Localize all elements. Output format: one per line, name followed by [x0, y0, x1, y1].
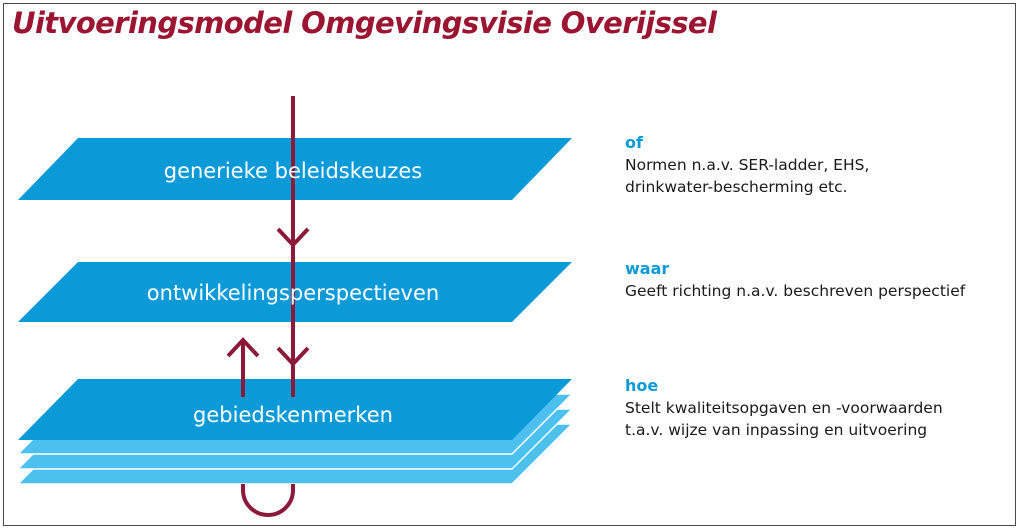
loop-arrow	[243, 484, 293, 515]
diagram-title: Uitvoeringsmodel Omgevingsvisie Overijssel	[12, 6, 717, 40]
description-hoe	[625, 375, 943, 441]
plane-label-gebiedskenmerken: gebiedskenmerken	[193, 403, 393, 427]
description-line: Geeft richting n.a.v. beschreven perspectief	[625, 282, 966, 300]
description-line: Normen n.a.v. SER-ladder, EHS,	[625, 156, 870, 174]
description-line: Stelt kwaliteitsopgaven en -voorwaarden	[625, 399, 943, 417]
plane-label-ontwikkelingsperspectieven: ontwikkelingsperspectieven	[146, 281, 440, 305]
description-waar	[625, 258, 965, 302]
description-of	[625, 132, 869, 198]
description-line: drinkwater-bescherming etc.	[625, 178, 848, 196]
plane-label-generieke-beleidskeuzes: generieke beleidskeuzes	[163, 159, 423, 183]
description-line: t.a.v. wijze van inpassing en uitvoering	[625, 421, 928, 439]
description-key-hoe: hoe	[625, 376, 659, 395]
description-key-waar: waar	[625, 259, 670, 278]
description-key-of: of	[625, 133, 643, 152]
